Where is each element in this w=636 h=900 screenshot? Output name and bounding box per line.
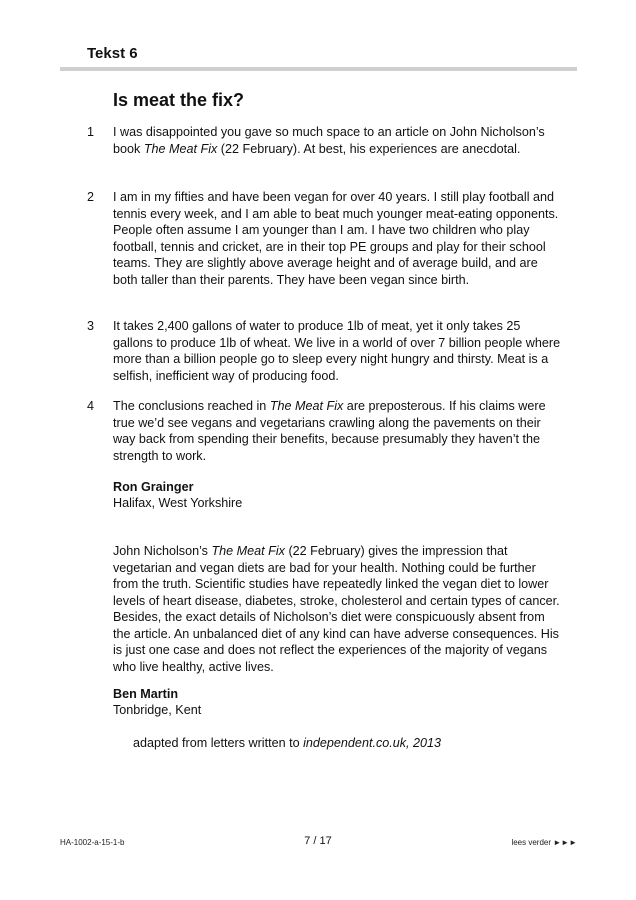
paragraph-3: It takes 2,400 gallons of water to produce 1lb of meat, yet it only takes 25 gallons to produce 1lb of wheat. We live in a world of over 7 billion people where more than a billion people go to sleep every night hungry and thirsty. Meat is a selfish, inefficient way of producing food. [113,319,561,383]
paragraph-number: 2 [87,190,95,204]
source-site: independent.co.uk, 2013 [303,736,442,750]
signature-name: Ron Grainger [113,480,194,494]
signature-place: Tonbridge, Kent [113,703,202,717]
book-title: The Meat Fix [143,141,218,156]
paragraph-4: The conclusions reached in The Meat Fix are preposterous. If his claims were true we’d see vegans and vegetarians crawling along the pavements on their way back from spending their benefits, because presumably they haven’t the strength to work. [113,399,546,463]
source-note: adapted from letters written to independent.co.uk, 2013 [133,736,442,750]
continue-note: lees verder ►►► [511,838,577,847]
letter-2: John Nicholson’s The Meat Fix (22 February) gives the impression that vegetarian and vegan diets are bad for your health. Nothing could be further from the truth. Scientific studies have repeatedly linked the vegan diet to lower levels of heart disease, diabetes, stroke, cholesterol and certain types of cancer. Besides, the exact details of Nicholson’s diet were conspicuously absent from the article. An unbalanced diet of any kind can have adverse consequences. His is just one case and does not reflect the experiences of the majority of vegans who live healthy, active lives. [113,544,560,674]
paragraph-number: 3 [87,319,95,333]
article-title: Is meat the fix? [113,90,245,110]
paragraph-1: I was disappointed you gave so much space to an article on John Nicholson’s book The Meat Fix (22 February). At best, his experiences are anecdotal. [113,125,545,156]
paragraph-2: I am in my fifties and have been vegan for over 40 years. I still play football and tennis every week, and I am able to beat much younger meat-eating opponents. People often assume I am younger than I am. I have two children who play football, tennis and cricket, are in their top PE groups and play for their school teams. They are slightly above average height and of average build, and are both taller than their parents. They have been vegan since birth. [113,190,559,287]
signature-place: Halifax, West Yorkshire [113,496,243,510]
paragraph-number: 4 [87,399,95,413]
book-title: The Meat Fix [211,544,285,558]
paragraph-number: 1 [87,125,95,139]
page-number: 7 / 17 [304,835,332,847]
book-title: The Meat Fix [269,399,344,413]
document-label: Tekst 6 [87,45,138,62]
header-rule [60,67,577,71]
signature-name: Ben Martin [113,687,179,701]
footer-code: HA-1002-a-15-1-b [60,838,125,847]
